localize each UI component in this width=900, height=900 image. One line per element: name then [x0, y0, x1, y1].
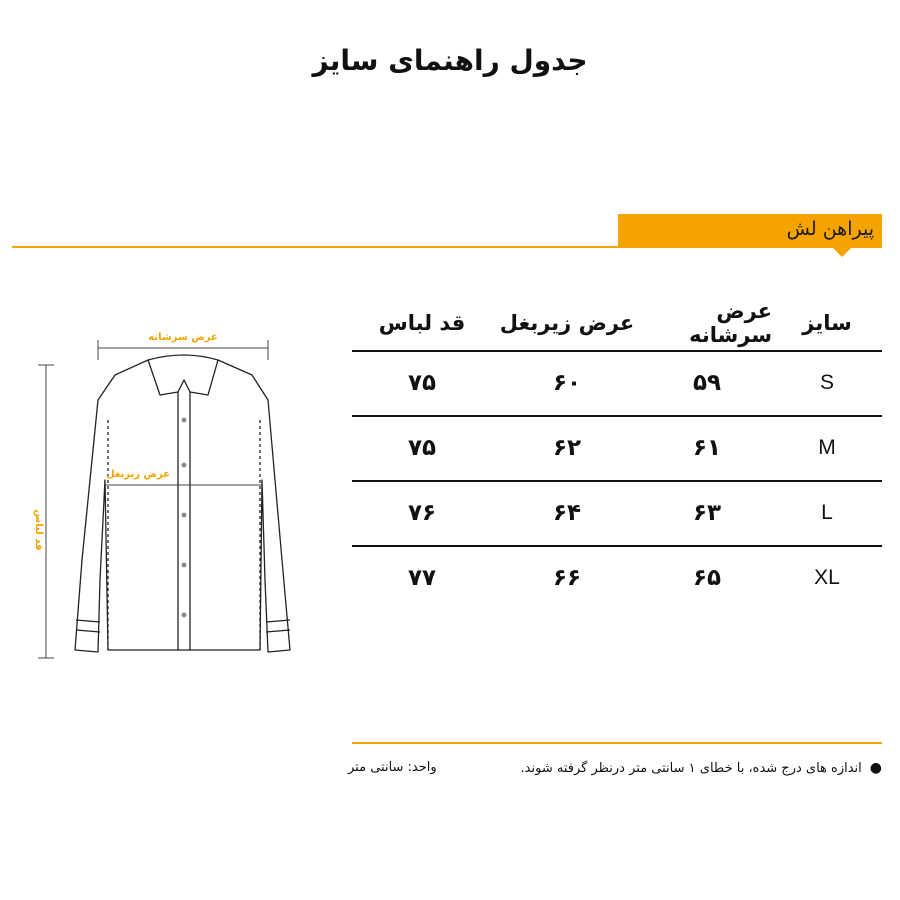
header-size: سایز [802, 311, 852, 335]
product-tab [618, 214, 882, 248]
shirt-diagram [20, 320, 320, 670]
tolerance-note-text: اندازه های درج شده، با خطای ۱ سانتی متر درنظر گرفته شوند. [520, 761, 862, 776]
cell-length: ۷۵ [407, 435, 437, 461]
cell-length: ۷۷ [407, 565, 437, 591]
cell-size: S [819, 371, 834, 394]
footer-divider [352, 742, 882, 744]
cell-shoulder: ۶۳ [692, 500, 722, 526]
section-divider [12, 246, 622, 248]
cell-size: L [821, 501, 833, 524]
header-chest-width: عرض زیربغل [499, 311, 635, 335]
header-shoulder-width: عرض سرشانه [689, 299, 772, 347]
cell-length: ۷۶ [407, 500, 437, 526]
shoulder-dimension-label: عرض سرشانه [148, 332, 218, 343]
length-dimension-label: قد لباس [33, 509, 44, 551]
cell-length: ۷۵ [407, 370, 437, 396]
header-length: قد لباس [378, 311, 466, 335]
cell-chest: ۶۲ [552, 435, 582, 461]
cell-chest: ۶۴ [552, 500, 582, 526]
cell-shoulder: ۶۱ [692, 435, 722, 461]
cell-shoulder: ۵۹ [692, 370, 722, 396]
bullet-icon: ● [869, 760, 882, 776]
cell-size: XL [814, 566, 840, 589]
cell-chest: ۶۶ [552, 565, 582, 591]
table-row [352, 352, 882, 414]
page-title: جدول راهنمای سایز [312, 44, 588, 77]
table-header-row [352, 296, 882, 350]
chest-dimension-label: عرض زیربغل [105, 469, 171, 480]
table-row [352, 547, 882, 609]
product-tab-label: پیراهن لش [786, 218, 874, 240]
cell-shoulder: ۶۵ [692, 565, 722, 591]
table-row [352, 417, 882, 479]
cell-chest: ۶۰ [552, 370, 582, 396]
cell-size: M [818, 436, 836, 459]
tab-notch [832, 247, 852, 257]
table-row [352, 482, 882, 544]
tolerance-note [521, 760, 882, 776]
unit-note: واحد: سانتی متر [348, 760, 437, 775]
